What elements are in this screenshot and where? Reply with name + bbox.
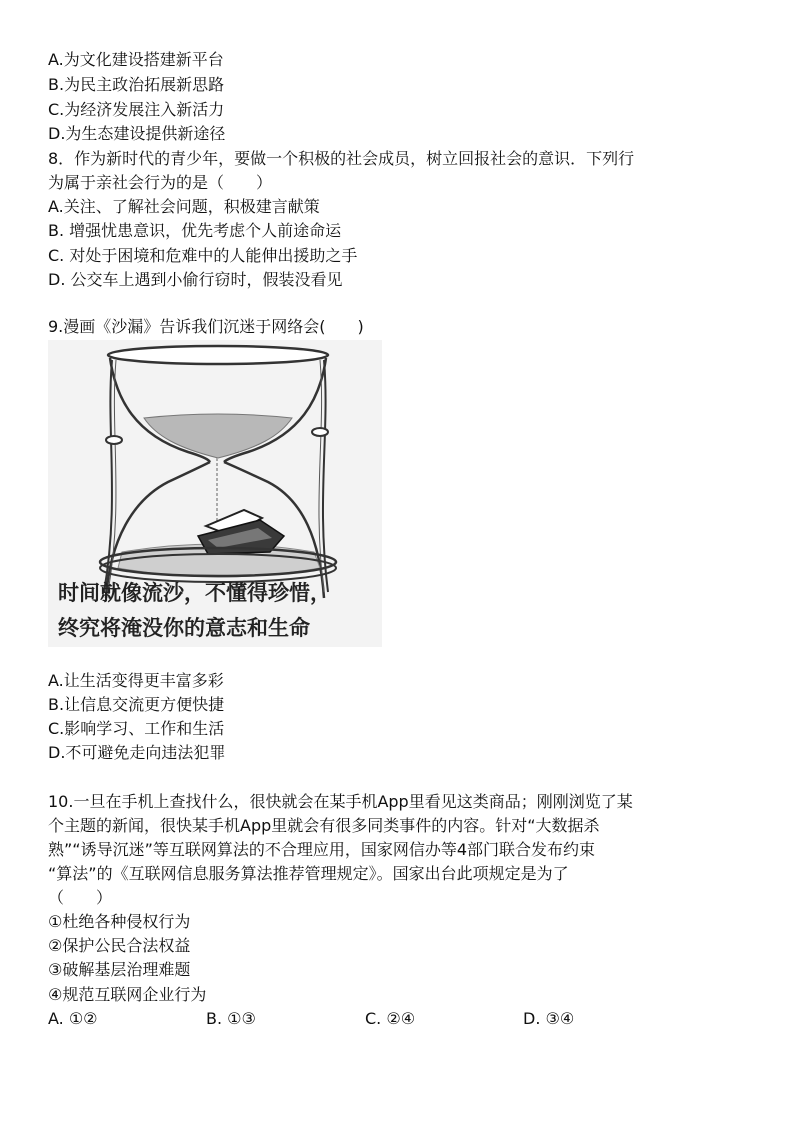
q10-stem-line3: 熟”“诱导沉迷”等互联网算法的不合理应用，国家网信办等4部门联合发布约束 <box>48 840 596 859</box>
q8-option-c: C. 对处于困境和危难中的人能伸出援助之手 <box>48 246 358 265</box>
q10-statement-3: ③破解基层治理难题 <box>48 960 191 979</box>
cartoon-caption-line1: 时间就像流沙，不懂得珍惜， <box>58 580 331 605</box>
q8-stem-line2: 为属于亲社会行为的是（ ） <box>48 173 273 192</box>
q10-stem-line5: （ ） <box>48 888 113 907</box>
q10-option-b: B. ①③ <box>206 1009 256 1028</box>
q7-option-d: D.为生态建设提供新途径 <box>48 124 226 143</box>
q9-stem: 9.漫画《沙漏》告诉我们沉迷于网络会( ) <box>48 317 364 336</box>
q8-option-d: D. 公交车上遇到小偷行窃时，假装没看见 <box>48 270 343 289</box>
q10-option-c: C. ②④ <box>365 1009 416 1028</box>
q10-stem-line1: 10.一旦在手机上查找什么，很快就会在某手机App里看见这类商品；刚刚浏览了某 <box>48 792 633 811</box>
q10-statement-4: ④规范互联网企业行为 <box>48 985 207 1004</box>
q9-option-a: A.让生活变得更丰富多彩 <box>48 671 224 690</box>
q10-statement-1: ①杜绝各种侵权行为 <box>48 912 191 931</box>
q10-statement-2: ②保护公民合法权益 <box>48 936 191 955</box>
q8-option-a: A.关注、了解社会问题，积极建言献策 <box>48 197 320 216</box>
q10-option-a: A. ①② <box>48 1009 98 1028</box>
q8-option-b: B. 增强忧患意识，优先考虑个人前途命运 <box>48 221 342 240</box>
q7-option-c: C.为经济发展注入新活力 <box>48 100 225 119</box>
q10-stem-line4: “算法”的《互联网信息服务算法推荐管理规定》。国家出台此项规定是为了 <box>48 864 569 883</box>
hourglass-cartoon <box>48 340 382 647</box>
q10-stem-line2: 个主题的新闻，很快某手机App里就会有很多同类事件的内容。针对“大数据杀 <box>48 816 600 835</box>
q9-option-b: B.让信息交流更方便快捷 <box>48 695 225 714</box>
q9-option-c: C.影响学习、工作和生活 <box>48 719 225 738</box>
cartoon-caption-line2: 终究将淹没你的意志和生命 <box>58 615 310 640</box>
q7-option-b: B.为民主政治拓展新思路 <box>48 75 225 94</box>
q7-option-a: A.为文化建设搭建新平台 <box>48 50 224 69</box>
q10-option-d: D. ③④ <box>523 1009 575 1028</box>
q8-stem-line1: 8．作为新时代的青少年，要做一个积极的社会成员，树立回报社会的意识．下列行 <box>48 149 635 168</box>
q9-option-d: D.不可避免走向违法犯罪 <box>48 743 226 762</box>
